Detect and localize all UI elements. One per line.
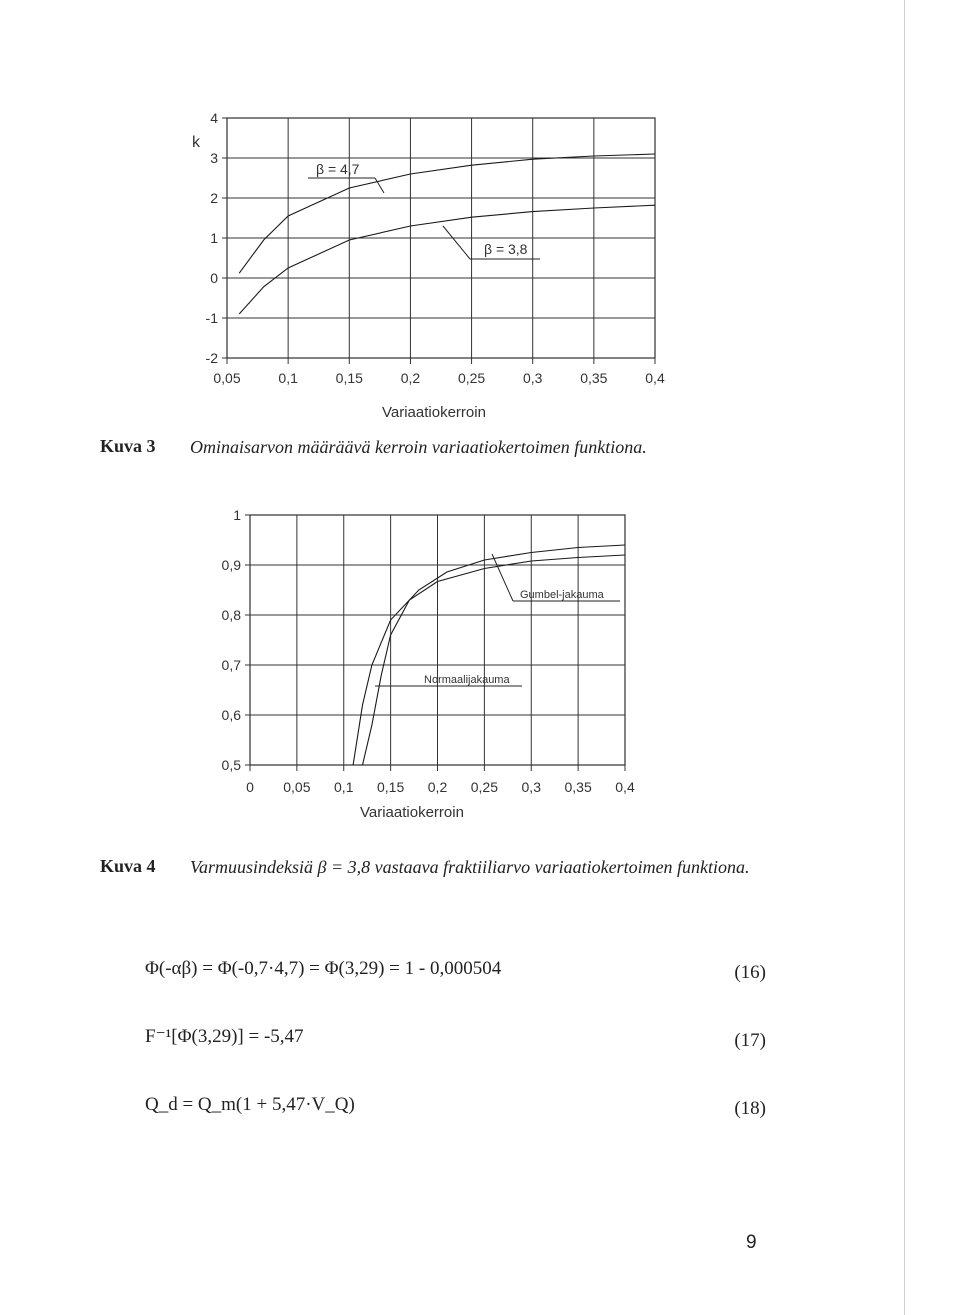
x-tick-label: 0,1 — [278, 370, 298, 386]
y-tick-label: 1 — [233, 507, 241, 523]
y-tick-label: 3 — [210, 150, 218, 166]
x-tick-label: 0,2 — [400, 370, 421, 386]
equation-18-number: (18) — [734, 1098, 766, 1119]
y-tick-label: 4 — [210, 110, 218, 126]
chart2-annotation-gumbel — [492, 554, 620, 601]
equation-18: Q_d = Q_m(1 + 5,47·V_Q) — [145, 1094, 355, 1115]
x-tick-label: 0 — [246, 779, 254, 795]
chart2-grid — [245, 515, 625, 771]
equation-16-number: (16) — [734, 962, 766, 983]
kuva4-text: Varmuusindeksiä β = 3,8 vastaava fraktiiliarvo variaatiokertoimen funktiona. — [190, 857, 750, 877]
series-line-0 — [239, 154, 655, 273]
y-tick-label: 0,6 — [221, 707, 241, 723]
chart1-annotation-beta47 — [308, 161, 384, 193]
equation-17: F⁻¹[Φ(3,29)] = -5,47 — [145, 1026, 304, 1047]
x-tick-label: 0,2 — [427, 779, 448, 795]
x-tick-label: 0,15 — [335, 370, 363, 386]
kuva3-caption — [100, 436, 800, 460]
chart1-annotation-beta38 — [443, 226, 540, 259]
x-tick-label: 0,4 — [615, 779, 635, 795]
x-tick-label: 0,15 — [377, 779, 405, 795]
y-tick-label: 2 — [210, 190, 218, 206]
series-line-1 — [363, 555, 626, 765]
chart-fraktiili-vs-variaatiokerroin — [0, 500, 700, 830]
chart-k-vs-variaatiokerroin — [0, 95, 700, 435]
kuva3-label: Kuva 3 — [100, 436, 156, 456]
chart2-tick-labels — [222, 507, 635, 795]
series-line-1 — [239, 205, 655, 314]
x-tick-label: 0,05 — [213, 370, 241, 386]
x-tick-label: 0,35 — [580, 370, 608, 386]
kuva4-caption — [100, 856, 800, 906]
y-tick-label: 0,5 — [221, 757, 241, 773]
x-tick-label: 0,3 — [521, 779, 541, 795]
chart2-annotation-normaali — [375, 674, 522, 686]
chart1-label-beta38: β = 3,8 — [484, 241, 528, 257]
y-tick-label: 0,8 — [221, 607, 241, 623]
chart2-label-normaali: Normaalijakauma — [424, 674, 510, 686]
y-tick-label: 0 — [210, 270, 218, 286]
y-tick-label: 0,7 — [221, 657, 241, 673]
equation-16: Φ(-αβ) = Φ(-0,7·4,7) = Φ(3,29) = 1 - 0,000504 — [145, 958, 502, 979]
chart1-tick-labels — [206, 110, 665, 386]
chart2-series — [353, 545, 625, 765]
chart1-grid — [222, 118, 655, 364]
x-tick-label: 0,35 — [564, 779, 592, 795]
y-tick-label: -1 — [205, 310, 218, 326]
y-tick-label: 1 — [210, 230, 218, 246]
y-tick-label: -2 — [205, 350, 218, 366]
chart1-xlabel: Variaatiokerroin — [382, 404, 486, 421]
x-tick-label: 0,25 — [457, 370, 486, 386]
series-line-0 — [353, 545, 625, 765]
chart2-label-gumbel: Gumbel-jakauma — [520, 589, 604, 601]
x-tick-label: 0,1 — [334, 779, 354, 795]
chart1-label-beta47: β = 4,7 — [316, 161, 360, 177]
kuva3-text: Ominaisarvon määräävä kerroin variaatiokertoimen funktiona. — [190, 437, 647, 457]
chart1-series — [239, 154, 655, 314]
x-tick-label: 0,3 — [522, 370, 543, 386]
page-number: 9 — [746, 1232, 757, 1253]
page-edge-rule — [904, 0, 905, 1315]
equation-17-number: (17) — [734, 1030, 766, 1051]
x-tick-label: 0,4 — [645, 370, 665, 386]
x-tick-label: 0,25 — [470, 779, 498, 795]
kuva4-label: Kuva 4 — [100, 856, 156, 876]
y-tick-label: 0,9 — [221, 557, 241, 573]
x-tick-label: 0,05 — [283, 779, 311, 795]
chart2-xlabel: Variaatiokerroin — [360, 804, 464, 821]
chart1-ylabel: k — [192, 134, 200, 151]
